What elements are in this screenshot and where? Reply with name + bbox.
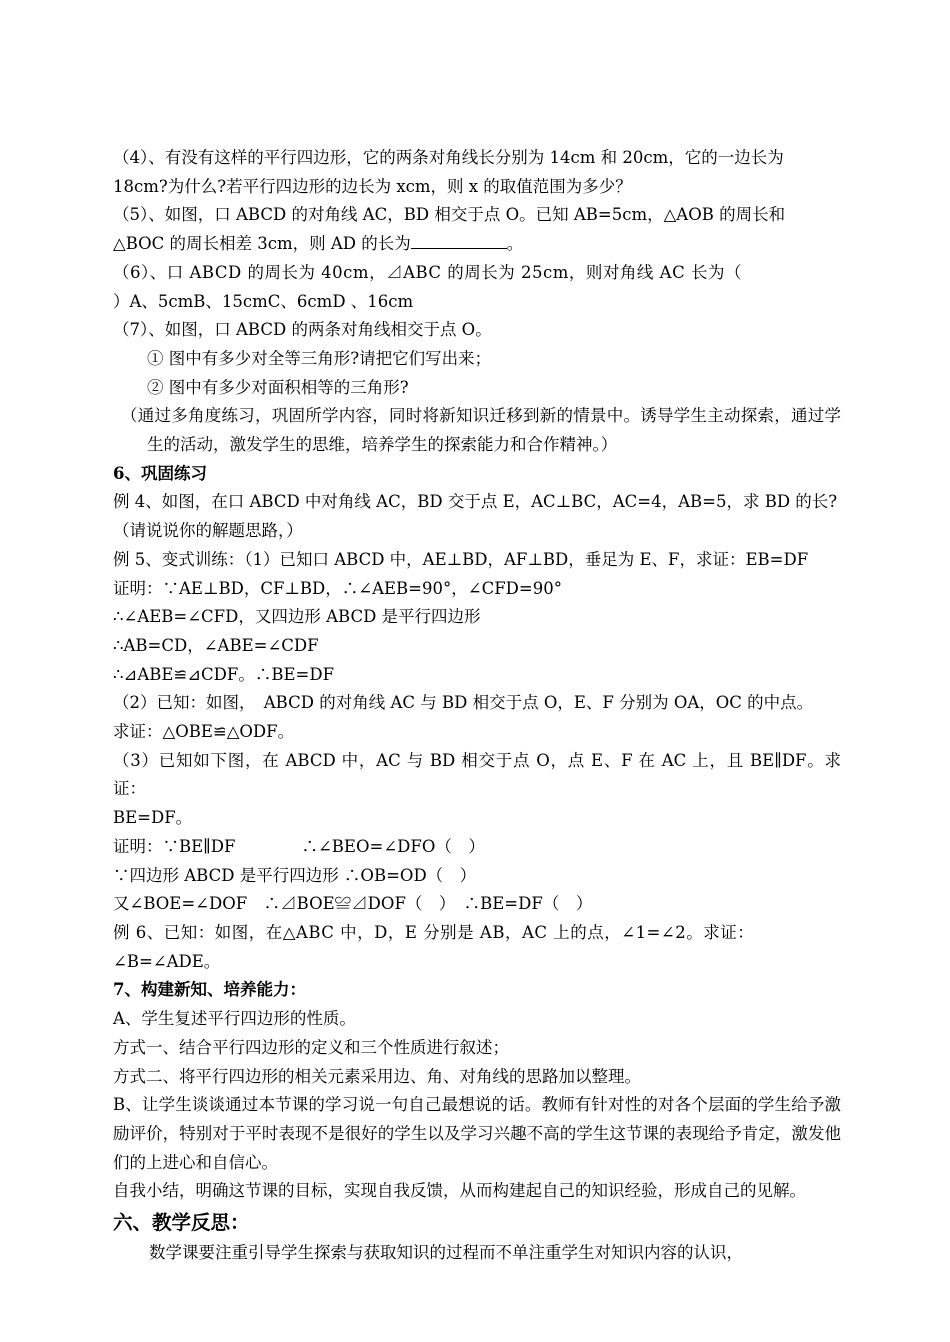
example-4-line-1: 例 4、如图，在口 ABCD 中对角线 AC，BD 交于点 E，AC⊥BC，AC=4，AB=5，求 BD 的长? [113,492,838,512]
section-7-method-2: 方式二、将平行四边形的相关元素采用边、角、对角线的思路加以整理。 [113,1066,641,1086]
example-5-line-10: 证明：∵BE∥DF ∴∠BEO=∠DFO（ ） [113,836,485,856]
section-7-method-1: 方式一、结合平行四边形的定义和三个性质进行叙述； [113,1037,509,1057]
example-5-line-9: BE=DF。 [113,808,193,828]
answer-blank [411,230,507,249]
q5-text: △BOC 的周长相差 3cm，则 AD 的长为 [113,234,411,254]
q5-end: 。 [506,234,524,254]
q4-line-1: （4）、有没有这样的平行四边形，它的两条对角线长分别为 14cm 和 20cm，它的一边长为 [113,148,784,167]
example-5-line-12: 又∠BOE=∠DOF ∴⊿BOE≌⊿DOF（ ） ∴BE=DF（ ） [113,894,593,914]
example-6-line-2: ∠B=∠ADE。 [113,951,221,971]
self-summary: 自我小结，明确这节课的目标，实现自我反馈，从而构建起自己的知识经验，形成自己的见解。 [113,1181,806,1201]
section-7-b: B、让学生谈谈通过本节课的学习说一句自己最想说的话。教师有针对性的对各个层面的学生给予激励评价，特别对于平时表现不是很好的学生以及学习兴趣不高的学生这节课的表现给予肯定，激发他们的上进心和自信心。 [113,1095,841,1172]
example-5-line-5: ∴⊿ABE≌⊿CDF。∴BE=DF [113,664,335,684]
section-7-heading: 7、构建新知、培养能力： [113,980,306,1000]
q5-line-1: （5）、如图，口 ABCD 的对角线 AC，BD 相交于点 O。已知 AB=5cm，△AOB 的周长和 [113,205,786,225]
example-5-line-11: ∵四边形 ABCD 是平行四边形 ∴OB=OD（ ） [113,865,477,885]
example-5-line-6: （2）已知：如图， ABCD 的对角线 AC 与 BD 相交于点 O，E、F 分别为 OA，OC 的中点。 [113,693,814,713]
example-5-line-1: 例 5、变式训练：（1）已知口 ABCD 中，AE⊥BD，AF⊥BD，垂足为 E、F，求证：EB=DF [113,549,809,569]
reflection-heading: 六、教学反思： [113,1211,250,1235]
example-5-line-8: （3）已知如下图，在 ABCD 中，AC 与 BD 相交于点 O，点 E、F 在 AC 上，且 BE∥DF。求证： [113,750,841,799]
example-5-line-3: ∴∠AEB=∠CFD，又四边形 ABCD 是平行四边形 [113,607,481,627]
reflection-text: 数学课要注重引导学生探索与获取知识的过程而不单注重学生对知识内容的认识， [149,1243,743,1263]
example-5-line-2: 证明：∵AE⊥BD，CF⊥BD，∴∠AEB=90°，∠CFD=90° [113,578,562,598]
q7-item-2: ② 图中有多少对面积相等的三角形? [147,377,409,397]
document-page [113,144,841,1268]
q7-item-1: ① 图中有多少对全等三角形?请把它们写出来； [147,348,492,368]
section-6-heading: 6、巩固练习 [113,463,207,483]
example-6-line-1: 例 6、已知：如图，在△ABC 中，D，E 分别是 AB，AC 上的点，∠1=∠2。求证： [113,922,755,942]
example-5-line-4: ∴AB=CD，∠ABE=∠CDF [113,635,319,655]
q6-line-2: ）A、5cmB、15cmC、6cmD 、16cm [113,291,414,311]
example-4-line-2: （请说说你的解题思路，） [113,521,303,541]
q5-line-2 [113,230,841,259]
example-5-line-7: 求证：△OBE≌△ODF。 [113,722,295,742]
teaching-note: （通过多角度练习，巩固所学内容，同时将新知识迁移到新的情景中。诱导学生主动探索，通过学生的活动，激发学生的思维，培养学生的探索能力和合作精神。） [121,406,841,455]
q6-line-1: （6）、口 ABCD 的周长为 40cm，⊿ABC 的周长为 25cm，则对角线 AC 长为（ [113,262,742,282]
q7-line-1: （7）、如图，口 ABCD 的两条对角线相交于点 O。 [113,320,492,340]
q4-line-2: 18cm?为什么?若平行四边形的边长为 xcm，则 x 的取值范围为多少？ [113,176,632,196]
section-7-a: A、学生复述平行四边形的性质。 [113,1009,356,1029]
